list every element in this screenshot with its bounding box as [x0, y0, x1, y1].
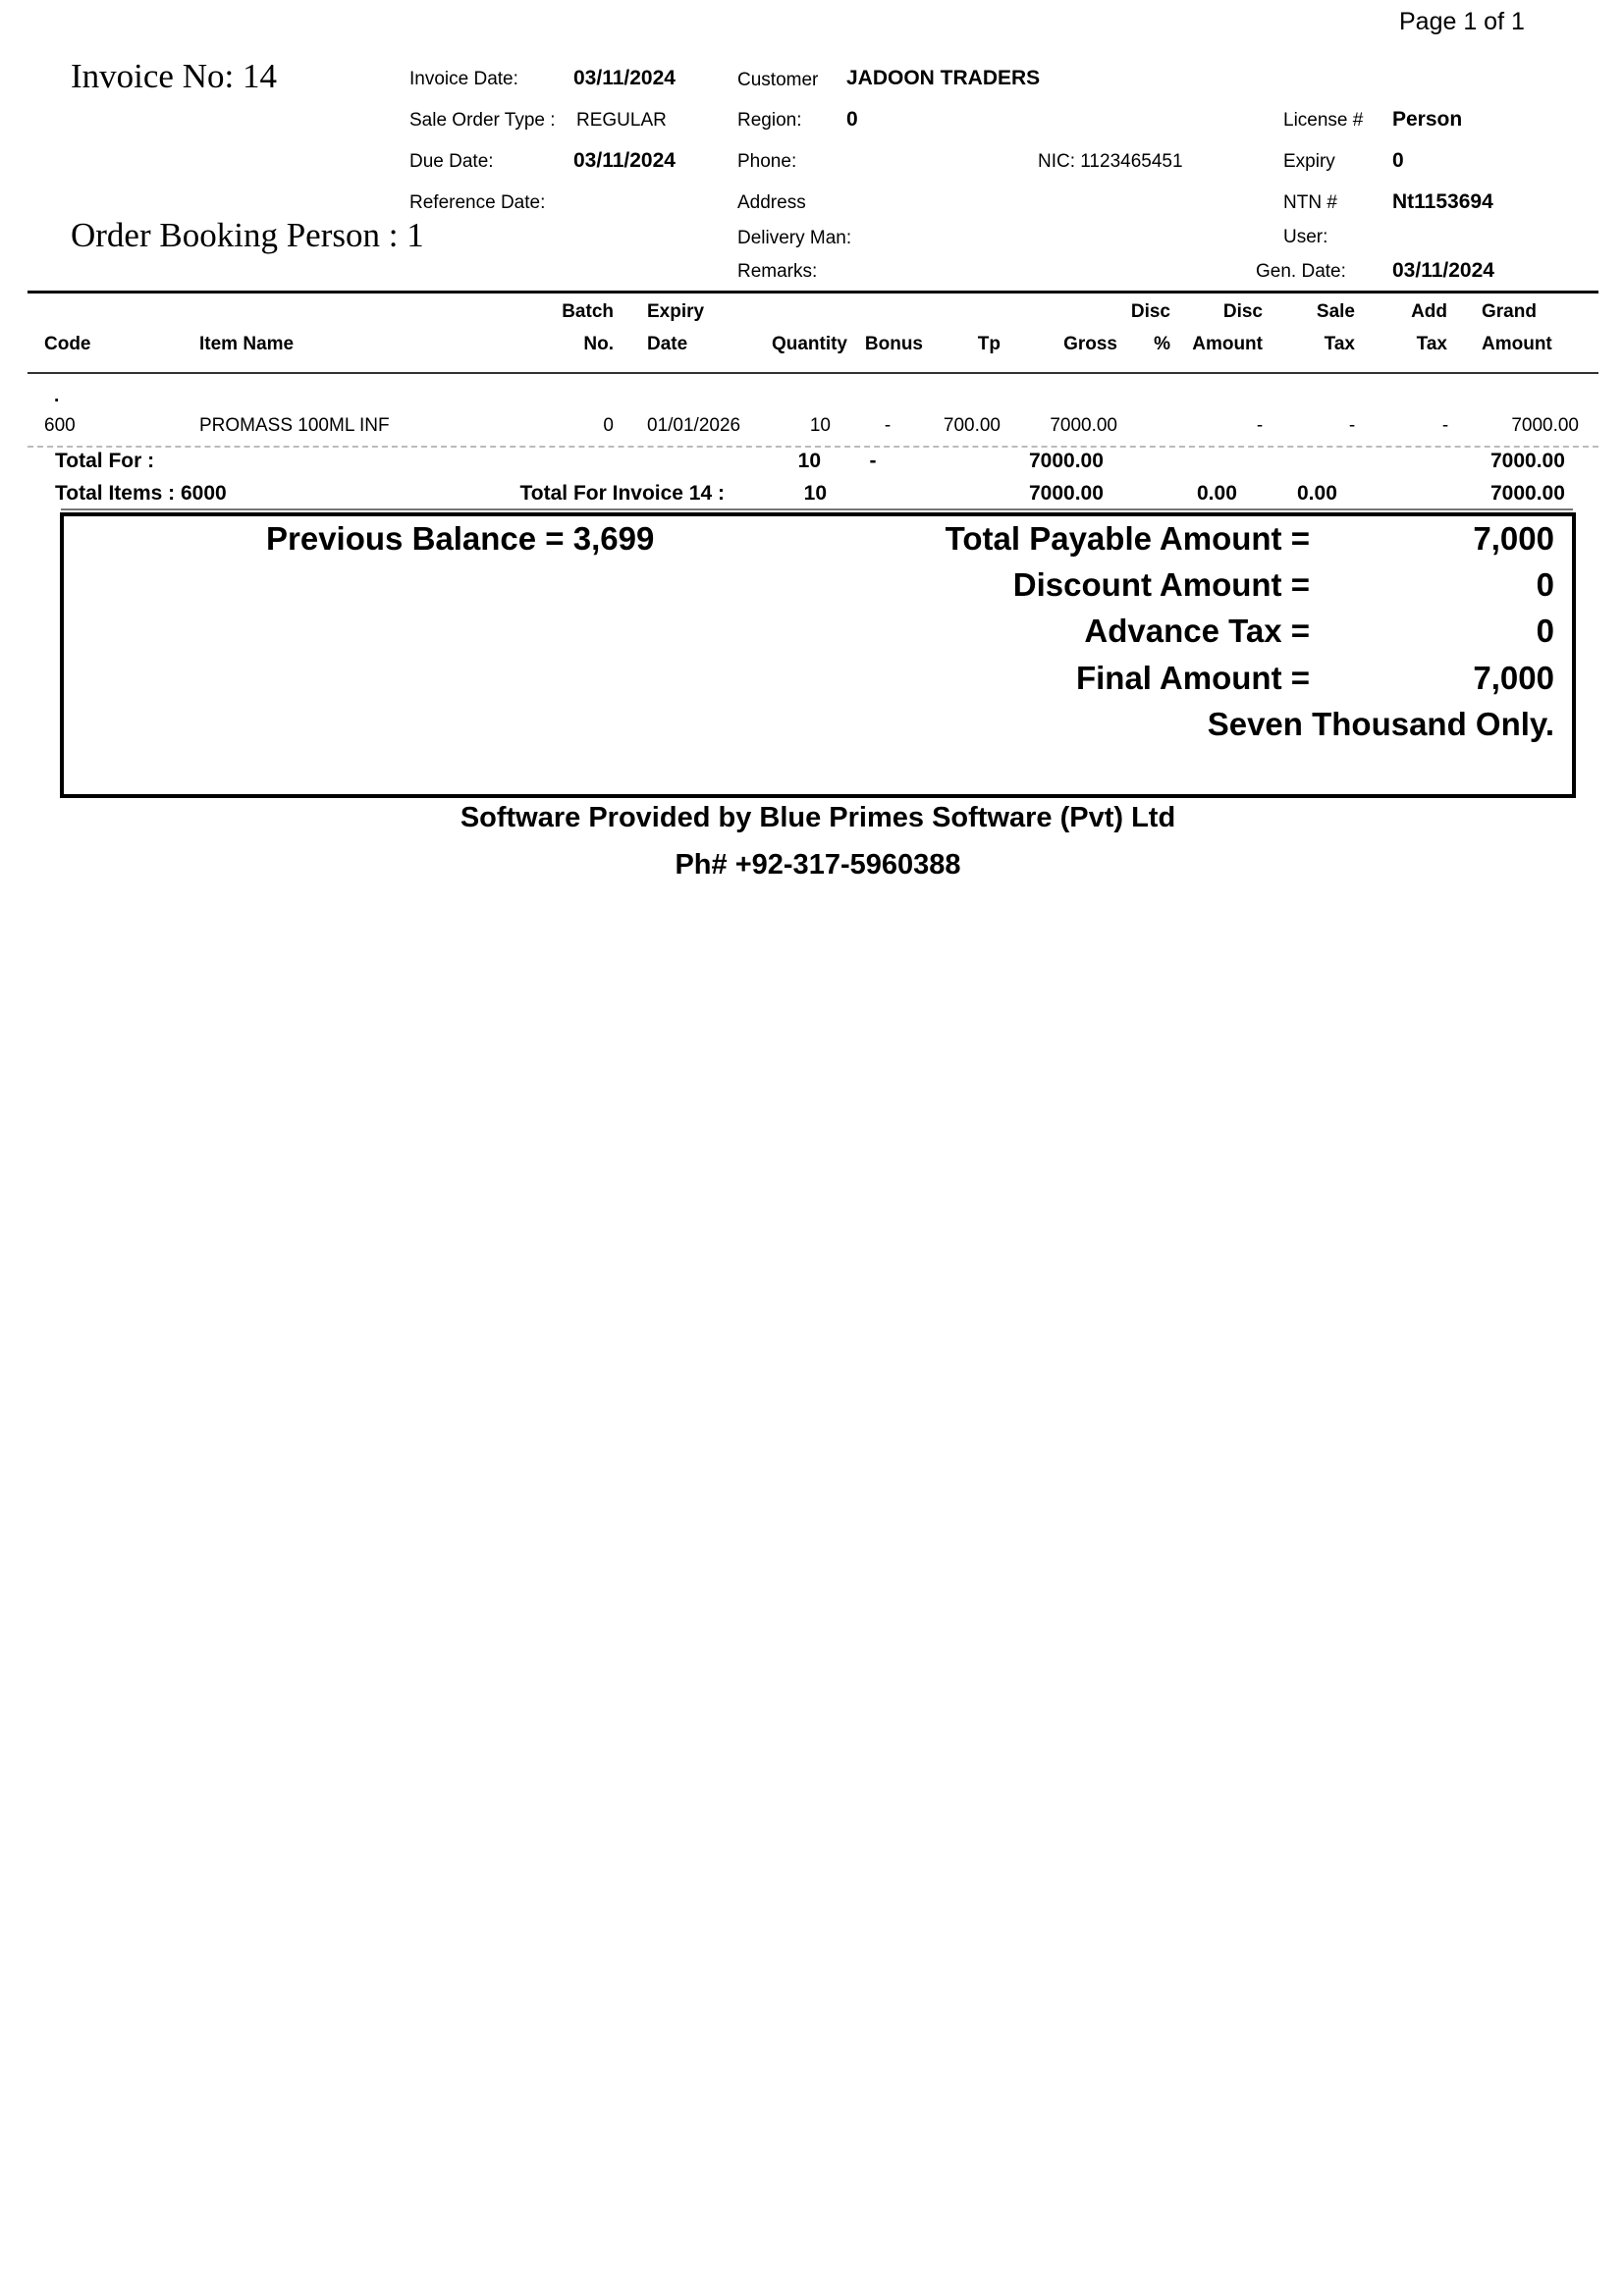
order-booking-person: Order Booking Person : 1: [71, 216, 424, 254]
col-header-batch-line1: Batch: [562, 301, 614, 322]
total-payable-label: Total Payable Amount =: [945, 520, 1310, 557]
invoice-total-gross: 7000.00: [1029, 482, 1104, 505]
gen-date-value: 03/11/2024: [1392, 259, 1494, 282]
discount-label: Discount Amount =: [1012, 566, 1310, 603]
sale-order-type-label: Sale Order Type :: [409, 110, 556, 131]
previous-balance: Previous Balance = 3,699: [266, 520, 655, 557]
col-header-disc-amount-line2: Amount: [1192, 334, 1263, 354]
col-header-grand-line1: Grand: [1482, 301, 1537, 322]
invoice-total-grand-amount: 7000.00: [1490, 482, 1565, 505]
invoice-date-value: 03/11/2024: [573, 67, 676, 89]
cell-expiry-date: 01/01/2026: [647, 415, 741, 436]
invoice-date-label: Invoice Date:: [409, 69, 518, 89]
col-header-quantity: Quantity: [771, 334, 847, 354]
license-label: License #: [1283, 110, 1364, 131]
col-header-disc-pct-line1: Disc: [1130, 301, 1170, 322]
page-indicator: Page 1 of 1: [1399, 8, 1525, 35]
region-label: Region:: [737, 110, 802, 131]
cell-add-tax: -: [1441, 415, 1449, 436]
invoice-total-disc-amount: 0.00: [1197, 482, 1237, 505]
expiry-label: Expiry: [1283, 151, 1335, 172]
invoice-total-label: Total For Invoice 14 :: [519, 482, 725, 505]
sale-order-type-value: REGULAR: [576, 110, 667, 131]
group-total-quantity: 10: [797, 450, 821, 472]
reference-date-label: Reference Date:: [409, 192, 546, 213]
delivery-man-label: Delivery Man:: [737, 228, 852, 248]
col-header-add-tax-line1: Add: [1411, 301, 1447, 322]
totals-underline: [61, 508, 1573, 510]
cell-code: 600: [44, 415, 76, 436]
cell-batch-no: 0: [603, 415, 614, 436]
group-total-grand-amount: 7000.00: [1490, 450, 1565, 472]
total-items: Total Items : 6000: [55, 482, 227, 505]
group-total-label: Total For :: [55, 450, 155, 472]
discount-value: 0: [1536, 566, 1554, 603]
col-header-grand-line2: Amount: [1482, 334, 1552, 354]
ntn-label: NTN #: [1283, 192, 1337, 213]
customer-value: JADOON TRADERS: [846, 67, 1041, 89]
license-value: Person: [1392, 108, 1463, 131]
col-header-expiry-line2: Date: [647, 334, 688, 354]
ntn-value: Nt1153694: [1392, 190, 1493, 213]
col-header-code: Code: [44, 334, 91, 354]
table-header-divider: [27, 372, 1598, 374]
expiry-value: 0: [1392, 149, 1404, 172]
final-amount-value: 7,000: [1473, 660, 1554, 696]
col-header-disc-amount-line1: Disc: [1222, 301, 1263, 322]
cell-item-name: PROMASS 100ML INF: [199, 415, 390, 436]
cell-gross: 7000.00: [1050, 415, 1117, 436]
invoice-total-quantity: 10: [803, 482, 827, 505]
col-header-batch-line2: No.: [583, 334, 614, 354]
due-date-value: 03/11/2024: [573, 149, 676, 172]
address-label: Address: [737, 192, 806, 213]
col-header-disc-pct-line2: %: [1154, 334, 1170, 354]
group-total-bonus: -: [869, 450, 877, 472]
col-header-bonus: Bonus: [864, 334, 923, 354]
group-marker: .: [54, 386, 60, 406]
customer-label: Customer: [737, 70, 819, 90]
col-header-gross: Gross: [1063, 334, 1117, 354]
advance-tax-value: 0: [1536, 613, 1554, 649]
cell-bonus: -: [884, 415, 892, 436]
invoice-number: Invoice No: 14: [71, 57, 277, 95]
header-divider: [27, 291, 1598, 294]
col-header-add-tax-line2: Tax: [1416, 334, 1447, 354]
invoice-total-sale-tax: 0.00: [1297, 482, 1337, 505]
phone-label: Phone:: [737, 151, 797, 172]
row-dashed-divider: [27, 446, 1598, 448]
cell-sale-tax: -: [1348, 415, 1356, 436]
total-payable-value: 7,000: [1473, 520, 1554, 557]
gen-date-label: Gen. Date:: [1256, 261, 1346, 282]
col-header-expiry-line1: Expiry: [647, 301, 705, 322]
amount-in-words: Seven Thousand Only.: [1207, 706, 1554, 742]
col-header-sale-tax-line2: Tax: [1324, 334, 1355, 354]
cell-quantity: 10: [809, 415, 831, 436]
provider-phone: Ph# +92-317-5960388: [675, 849, 961, 881]
cell-tp: 700.00: [943, 415, 1001, 436]
cell-grand-amount: 7000.00: [1511, 415, 1579, 436]
region-value: 0: [846, 108, 858, 131]
due-date-label: Due Date:: [409, 151, 494, 172]
advance-tax-label: Advance Tax =: [1084, 613, 1310, 649]
group-total-gross: 7000.00: [1029, 450, 1104, 472]
cell-disc-amount: -: [1256, 415, 1264, 436]
final-amount-label: Final Amount =: [1075, 660, 1310, 696]
col-header-item-name: Item Name: [199, 334, 295, 354]
col-header-tp: Tp: [977, 334, 1001, 354]
nic-value: NIC: 1123465451: [1038, 151, 1183, 172]
remarks-label: Remarks:: [737, 261, 818, 282]
user-label: User:: [1283, 227, 1328, 247]
software-provider: Software Provided by Blue Primes Software (Pvt) Ltd: [460, 802, 1176, 833]
col-header-sale-tax-line1: Sale: [1316, 301, 1355, 322]
